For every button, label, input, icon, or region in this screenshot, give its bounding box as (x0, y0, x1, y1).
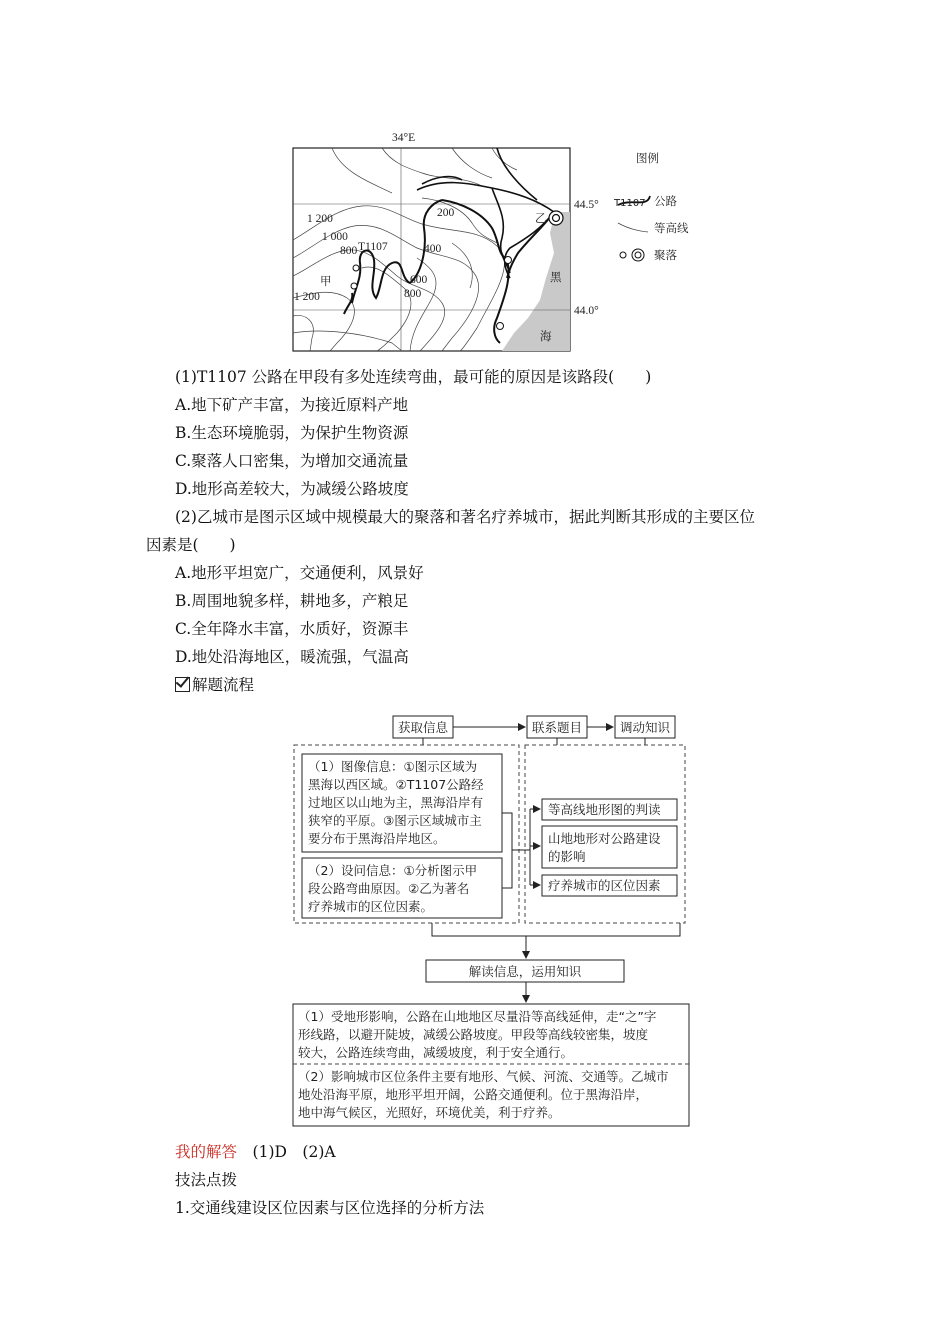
sea-label-hei: 黑 (550, 272, 562, 284)
q2-option-d: D.地处沿海地区，暖流强，气温高 (175, 648, 409, 666)
q2-stem-line1: (2)乙城市是图示区域中规模最大的聚落和著名疗养城市，据此判断其形成的主要区位 (175, 508, 755, 526)
contour-label: 800 (404, 288, 422, 300)
question-info-line: 段公路弯曲原因。②乙为著名 (308, 881, 470, 896)
contour-label: 1 200 (307, 213, 333, 225)
legend-settlement: 聚落 (654, 248, 677, 262)
box-get-info-label: 获取信息 (397, 720, 449, 735)
place-yi: 乙 (535, 213, 547, 225)
q1-option-d: D.地形高差较大，为减缓公路坡度 (175, 480, 409, 498)
q2-option-b: B.周围地貌多样，耕地多，产粮足 (175, 592, 409, 610)
question-info-line: （2）设问信息：①分析图示甲 (308, 863, 478, 878)
image-info-line: 狭窄的平原。③图示区域城市主 (308, 813, 482, 828)
analysis-line: 地处沿海平原，地形平坦开阔，公路交通便利。位于黑海沿岸， (298, 1087, 649, 1102)
analysis-line: 形线路，以避开陡坡，减缓公路坡度。甲段等高线较密集，坡度 (298, 1027, 649, 1042)
knowledge-label: 疗养城市的区位因素 (548, 878, 661, 893)
contour-map-figure (292, 128, 689, 354)
place-jia: 甲 (320, 276, 332, 288)
my-answer (175, 1141, 336, 1163)
tips-title: 技法点拨 (175, 1171, 238, 1189)
legend-title: 图例 (636, 151, 659, 165)
road-label: T1107 (358, 241, 388, 253)
map-legend (613, 151, 689, 262)
box-link-question-label: 联系题目 (531, 720, 583, 735)
q1-stem: (1)T1107 公路在甲段有多处连续弯曲，最可能的原因是该路段( ) (175, 368, 652, 386)
contour-label: 600 (410, 274, 428, 286)
image-info-line: （1）图像信息：①图示区域为 (308, 759, 478, 774)
lat-bottom-label: 44.0° (574, 305, 599, 317)
q1-option-b: B.生态环境脆弱，为保护生物资源 (175, 424, 409, 442)
contour-label: 800 (340, 245, 358, 257)
solution-flowchart (290, 708, 690, 1138)
image-info-line: 要分布于黑海沿岸地区。 (308, 831, 446, 846)
knowledge-label: 等高线地形图的判读 (548, 802, 661, 817)
analysis-line: （2）影响城市区位条件主要有地形、气候、河流、交通等。乙城市 (298, 1069, 669, 1084)
lat-top-label: 44.5° (574, 199, 599, 211)
sea-label-hai: 海 (540, 331, 552, 343)
knowledge-label: 山地地形对公路建设 (548, 831, 661, 846)
contour-label: 400 (424, 243, 442, 255)
q2-option-a: A.地形平坦宽广，交通便利，风景好 (175, 564, 424, 582)
legend-contour: 等高线 (654, 221, 689, 235)
q2-option-c: C.全年降水丰富，水质好，资源丰 (175, 620, 409, 638)
process-heading (175, 674, 254, 696)
analysis-line: 地中海气候区，光照好，环境优美，利于疗养。 (298, 1105, 561, 1120)
q1-option-a: A.地下矿产丰富，为接近原料产地 (175, 396, 409, 414)
box-mobilize-knowledge-label: 调动知识 (619, 720, 671, 735)
legend-small-settlement (620, 252, 626, 258)
image-info-line: 黑海以西区域。②T1107公路经 (308, 777, 484, 792)
my-answer-text: (1)D (2)A (252, 1143, 336, 1161)
my-answer-label: 我的解答 (175, 1143, 238, 1161)
interpret-label: 解读信息，运用知识 (468, 964, 582, 979)
legend-contour-symbol (618, 223, 648, 232)
image-info-line: 过地区以山地为主，黑海沿岸有 (308, 795, 484, 810)
question-info-line: 疗养城市的区位因素。 (308, 899, 434, 914)
legend-road-code: T1107 (614, 198, 646, 209)
analysis-line: 较大，公路连续弯曲，减缓坡度，利于安全通行。 (298, 1045, 574, 1060)
contour-label: 1 000 (322, 231, 348, 243)
q2-stem-line2: 因素是( ) (146, 536, 236, 554)
section-heading: 1.交通线建设区位因素与区位选择的分析方法 (175, 1199, 485, 1217)
q1-option-c: C.聚落人口密集，为增加交通流量 (175, 452, 409, 470)
lon-label: 34°E (392, 132, 416, 144)
contour-label: 1 200 (294, 291, 320, 303)
contour-label: 200 (437, 207, 455, 219)
process-title: 解题流程 (192, 676, 255, 694)
knowledge-label: 的影响 (548, 849, 586, 864)
analysis-line: （1）受地形影响，公路在山地地区尽量沿等高线延伸，走“之”字 (298, 1009, 657, 1024)
legend-road: 公路 (654, 194, 677, 208)
checkbox-icon (175, 677, 190, 692)
